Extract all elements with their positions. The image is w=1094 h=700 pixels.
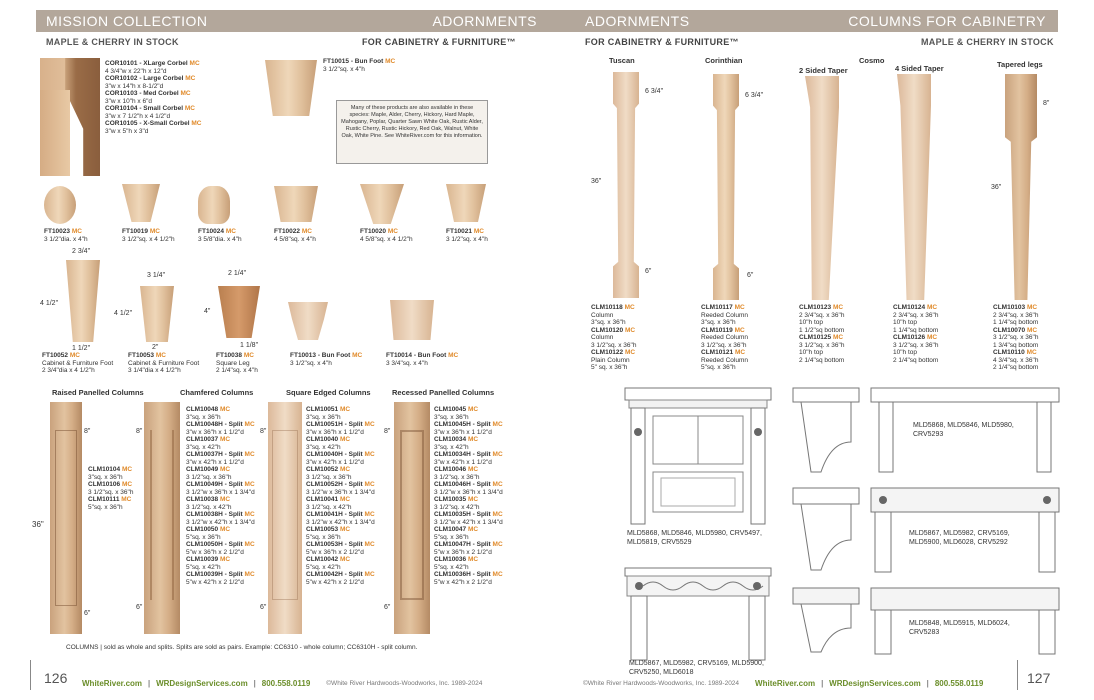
dim-label: 6" [645, 268, 652, 275]
product-spec: 3 1/2"w x 36"h x 1 3/4"d [434, 488, 503, 496]
product-spec: 3 1/2"sq. x 42"h [434, 503, 480, 511]
product-spec: 1 1/4"sq bottom [893, 326, 939, 334]
product-spec: 3"sq. x 42"h [306, 443, 341, 451]
product-code: CLM10049H - Split [186, 481, 243, 488]
product-code: CLM10034 [434, 436, 467, 443]
foot-ft10020-image [360, 184, 404, 224]
column-title-tuscan: Tuscan [609, 56, 635, 65]
tuscan-caption: CLM10118 MC Column 3"sq. x 36"h CLM10120 MC Column 3 1/2"sq. x 36"h CLM10122 MC Plain Column 5" sq. x 36"h [591, 304, 637, 371]
column-group-title: Raised Panelled Columns [52, 388, 144, 397]
dim-label: 4" [204, 308, 211, 315]
column-group-title: Chamfered Columns [180, 388, 254, 397]
footer-phone: 800.558.0119 [934, 679, 984, 688]
column-title-tapered-legs: Tapered legs [997, 60, 1043, 69]
recessed-columns-caption: CLM10045 MC 3"sq. x 36"h CLM10045H - Split MC 3"w x 36"h x 1 1/2"d CLM10034 MC 3"sq. x 42"h CLM10034H - Split MC 3"w x 42"h x 1 1/2"d CLM10046 MC 3 1/2"sq. x 36"h CLM10046H - Split MC 3 1/2"w x 36"h x 1 3/4"d CLM10035 MC 3 1/2"sq. x 42"h CLM10035H - Split MC 3 1/2"w x 42"h x 1 3/4"d CLM10047 MC 5"sq. x 36"h CLM10047H - Split MC 5"w x 36"h x 2 1/2"d CLM10036 MC 5"sq. x 42"h CLM10036H - Split MC 5"w x 42"h x 2 1/2"d [434, 406, 503, 586]
product-code: CLM10041H - Split [306, 511, 363, 518]
tapered-legs-caption: CLM10103 MC 2 3/4"sq. x 36"h 1 1/4"sq bottom CLM10070 MC 3 1/2"sq. x 36"h 1 3/4"sq bottom CLM10110 MC 4 3/4"sq. x 36"h 2 1/4"sq bottom [993, 304, 1039, 371]
product-spec: Reeded Column [701, 356, 748, 364]
product-spec: 3 1/2"w x 42"h x 1 3/4"d [434, 518, 503, 526]
product-spec: 3"w x 36"h x 1 1/2"d [434, 428, 492, 436]
mantel-label-5: MLD5848, MLD5915, MLD6024, CRV5283 [909, 620, 1019, 637]
product-spec: 3 1/2"sq. x 36"h [306, 473, 352, 481]
product-code: CLM10045 [434, 406, 467, 413]
left-header-title: MISSION COLLECTION [46, 13, 208, 29]
product-spec: 2 1/4"sq bottom [993, 364, 1039, 371]
product-code: CLM10103 [993, 304, 1026, 311]
product-code: CLM10040H - Split [306, 451, 363, 458]
dim-label: 36" [591, 178, 602, 185]
product-code: CLM10051H - Split [306, 421, 363, 428]
divider [30, 660, 31, 690]
dim-label: 6" [260, 604, 267, 611]
foot-ft10022-image [274, 186, 318, 222]
product-spec: 3"sq. x 42"h [186, 443, 221, 451]
product-code: CLM10036 [434, 556, 467, 563]
product-code: CLM10048 [186, 406, 219, 413]
right-header-section: ADORNMENTS [585, 13, 690, 29]
product-spec: 1 3/4"sq bottom [993, 341, 1039, 349]
tapered-leg-image [1005, 74, 1037, 300]
dim-label: 8" [260, 428, 267, 435]
footer-copyright: ©White River Hardwoods-Woodworks, Inc. 1989-2024 [326, 680, 483, 687]
left-header-bar [36, 10, 547, 32]
column-panel [400, 430, 424, 600]
product-code: CLM10039H - Split [186, 571, 243, 578]
column-title-cosmo: Cosmo [859, 56, 885, 65]
chamfered-columns-caption: CLM10048 MC 3"sq. x 36"h CLM10048H - Split MC 3"w x 36"h x 1 1/2"d CLM10037 MC 3"sq. x 42"h CLM10037H - Split MC 3"w x 42"h x 1 1/2"d CLM10049 MC 3 1/2"sq. x 36"h CLM10049H - Split MC 3 1/2"w x 36"h x 1 3/4"d CLM10038 MC 3 1/2"sq. x 42"h CLM10038H - Split MC 3 1/2"w x 42"h x 1 3/4"d CLM10050 MC 5"sq. x 36"h CLM10050H - Split MC 5"w x 36"h x 2 1/2"d CLM10039 MC 5"sq. x 42"h CLM10039H - Split MC 5"w x 42"h x 2 1/2"d [186, 406, 255, 586]
right-header-bar [547, 10, 1058, 32]
product-spec: 3 1/2"sq. x 36"h [993, 334, 1039, 341]
2-sided-taper-column-image [805, 76, 839, 300]
product-spec: 5"sq. x 42"h [434, 563, 469, 571]
dim-label: 2" [152, 344, 159, 351]
mantel-label-4: MLD5867, MLD5982, CRV5169, MLD5900, MLD6028, CRV5292 [909, 530, 1019, 547]
page-number-right: 127 [1027, 670, 1051, 686]
footer-phone: 800.558.0119 [261, 679, 311, 688]
product-spec: 3"sq. x 42"h [434, 443, 469, 451]
product-code: CLM10034H - Split [434, 451, 491, 458]
left-header-section: ADORNMENTS [432, 13, 537, 29]
species-note: Many of these products are also available in these species: Maple, Alder, Cherry, Hickory, Hard Maple, Mahogany, Poplar, Quarter Sawn White Oak, Rustic Alder, Rustic Cherry, Rustic Hickory, Red Oak, Walnut, White Oak, White Pine. See WhiteRiver.com for this information. [336, 100, 488, 164]
product-spec: 3"w x 42"h x 1 1/2"d [306, 458, 364, 466]
product-spec: 3 1/2"w x 36"h x 1 3/4"d [306, 488, 375, 496]
foot-ft10021-image [446, 184, 486, 222]
left-subheading-cabinetry: FOR CABINETRY & FURNITURE™ [362, 37, 516, 47]
foot-ft10023-caption: FT10023 MC 3 1/2"dia. x 4"h [44, 228, 88, 243]
columns-footnote: COLUMNS | sold as whole and splits. Splits are sold as pairs. Example: CC6310 - whole column; CC6310H - split column. [66, 644, 418, 651]
left-footer: WhiteRiver.com | WRDesignServices.com | 800.558.0119 ©White River Hardwoods-Woodworks, Inc. 1989-2024 [82, 679, 483, 688]
bun-foot-ft10015-image [265, 60, 317, 116]
footer-website-link[interactable]: WhiteRiver.com [82, 679, 143, 688]
product-code: CLM10037 [186, 436, 219, 443]
product-spec: 2 1/4"sq bottom [893, 356, 939, 364]
product-code: CLM10050 [186, 526, 219, 533]
product-code: CLM10047 [434, 526, 467, 533]
product-code: CLM10052 [306, 466, 339, 473]
product-code: CLM10124 [893, 304, 926, 311]
product-spec: 5"sq. x 36"h [186, 533, 221, 541]
dim-label: 8" [136, 428, 143, 435]
product-spec: 5"sq. x 42"h [306, 563, 341, 571]
product-code: CLM10038H - Split [186, 511, 243, 518]
4-sided-taper-caption: CLM10124 MC 2 3/4"sq. x 36"h 10"h top 1 1/4"sq bottom CLM10126 MC 3 1/2"sq. x 36"h 10"h top 2 1/4"sq bottom [893, 304, 939, 364]
product-spec: 2 3/4"sq. x 36"h [893, 311, 939, 319]
product-spec: Column [591, 334, 614, 341]
column-group-title: Square Edged Columns [286, 388, 371, 397]
divider [1017, 660, 1018, 690]
footer-website-link[interactable]: WhiteRiver.com [755, 679, 816, 688]
mantel-drawing-1 [623, 386, 773, 526]
column-title-2-sided-taper: 2 Sided Taper [799, 66, 848, 75]
corinthian-caption: CLM10117 MC Reeded Column 3"sq. x 36"h CLM10119 MC Reeded Column 3 1/2"sq. x 36"h CLM10121 MC Reeded Column 5"sq. x 36"h [701, 304, 748, 371]
product-code: CLM10036H - Split [434, 571, 491, 578]
product-spec: 3"w x 36"h x 1 1/2"d [306, 428, 364, 436]
foot-ft10013-image [288, 302, 328, 340]
product-code: CLM10052H - Split [306, 481, 363, 488]
product-code: CLM10035H - Split [434, 511, 491, 518]
product-spec: 3 1/2"w x 42"h x 1 3/4"d [186, 518, 255, 526]
product-spec: 5"w x 42"h x 2 1/2"d [306, 578, 364, 586]
product-code: CLM10046 [434, 466, 467, 473]
dim-label: 4 1/2" [40, 300, 59, 307]
product-spec: 5"w x 42"h x 2 1/2"d [186, 578, 244, 586]
foot-ft10038-image [218, 286, 260, 338]
foot-ft10019-image [122, 184, 160, 222]
foot-ft10053-caption: FT10053 MC Cabinet & Furniture Foot 3 1/4"dia x 4 1/2"h [128, 352, 200, 374]
product-code: CLM10053H - Split [306, 541, 363, 548]
column-panel [55, 430, 77, 606]
product-spec: 3 1/2"sq. x 42"h [306, 503, 352, 511]
product-spec: 2 1/4"sq bottom [799, 356, 845, 364]
product-spec: 5"sq. x 42"h [186, 563, 221, 571]
dim-label: 6" [747, 272, 754, 279]
raised-columns-caption: CLM10104 MC 3"sq. x 36"h CLM10106 MC 3 1/2"sq. x 36"h CLM10111 MC 5"sq. x 36"h [88, 466, 134, 511]
product-spec: 10"h top [893, 349, 917, 356]
product-code: CLM10123 [799, 304, 832, 311]
column-title-4-sided-taper: 4 Sided Taper [895, 64, 944, 73]
foot-ft10053-image [140, 286, 174, 342]
product-code: CLM10035 [434, 496, 467, 503]
product-code: CLM10119 [701, 326, 733, 334]
column-title-corinthian: Corinthian [705, 56, 743, 65]
column-panel [272, 430, 298, 600]
product-spec: 5"w x 36"h x 2 1/2"d [434, 548, 492, 556]
product-spec: Plain Column [591, 356, 630, 364]
dim-label: 6" [84, 610, 91, 617]
product-spec: 10"h top [799, 349, 823, 356]
product-spec: 5"w x 42"h x 2 1/2"d [434, 578, 492, 586]
product-spec: 3"sq. x 36"h [306, 413, 341, 421]
product-code: CLM10126 [893, 334, 926, 341]
left-subheading-stock: MAPLE & CHERRY IN STOCK [46, 37, 179, 47]
foot-ft10038-caption: FT10038 MC Square Leg 2 1/4"sq. x 4"h [216, 352, 258, 374]
dim-label: 6" [384, 604, 391, 611]
4-sided-taper-column-image [897, 74, 931, 300]
product-code: CLM10121 [701, 349, 734, 356]
product-spec: 2 3/4"sq. x 36"h [799, 311, 845, 319]
bun-foot-ft10015-caption: FT10015 - Bun Foot MC 3 1/2"sq. x 4"h [323, 58, 396, 73]
product-spec: 3"w x 36"h x 1 1/2"d [186, 428, 244, 436]
dim-label: 36" [32, 520, 44, 529]
right-subheading-stock: MAPLE & CHERRY IN STOCK [921, 37, 1054, 47]
product-spec: 3"w x 42"h x 1 1/2"d [186, 458, 244, 466]
right-subheading-cabinetry: FOR CABINETRY & FURNITURE™ [585, 37, 739, 47]
product-code: CLM10117 [701, 304, 733, 311]
product-spec: 3"sq. x 36"h [591, 319, 626, 326]
product-code: CLM10051 [306, 406, 339, 413]
page-number-left: 126 [44, 670, 68, 686]
dim-label: 4 1/2" [114, 310, 133, 317]
product-spec: 3"sq. x 36"h [701, 319, 736, 326]
product-code: CLM10120 [591, 326, 624, 334]
footer-design-link[interactable]: WRDesignServices.com [156, 679, 248, 688]
product-code: CLM10110 [993, 349, 1025, 356]
product-code: CLM10122 [591, 349, 624, 356]
product-code: CLM10037H - Split [186, 451, 243, 458]
product-spec: 1 1/4"sq bottom [993, 319, 1039, 326]
2-sided-taper-caption: CLM10123 MC 2 3/4"sq. x 36"h 10"h top 1 1/2"sq bottom CLM10125 MC 3 1/2"sq. x 36"h 10"h top 2 1/4"sq bottom [799, 304, 845, 364]
product-spec: 3 1/2"sq. x 36"h [799, 341, 845, 349]
dim-label: 8" [84, 428, 91, 435]
product-code: CLM10041 [306, 496, 339, 503]
dim-label: 36" [991, 184, 1002, 191]
product-spec: 3 1/2"w x 36"h x 1 3/4"d [186, 488, 255, 496]
product-spec: 10"h top [893, 319, 917, 326]
product-spec: 4 3/4"sq. x 36"h [993, 356, 1039, 364]
product-code: CLM10040 [306, 436, 339, 443]
product-code: CLM10070 [993, 326, 1026, 334]
corbel-caption: COR10101 - XLarge Corbel MC 4 3/4"w x 22"h x 12"d COR10102 - Large Corbel MC 3"w x 14"h x 8-1/2"d COR10103 - Med Corbel MC 3"w x 10"h x 6"d COR10104 - Small Corbel MC 3"w x 7 1/2"h x 4 1/2"d COR10105 - X-Small Corbel MC 3"w x 5"h x 3"d [105, 60, 202, 135]
product-spec: 3 1/2"sq. x 42"h [186, 503, 232, 511]
dim-label: 6 3/4" [745, 92, 764, 99]
dim-label: 8" [384, 428, 391, 435]
dim-label: 8" [1043, 100, 1050, 107]
product-spec: 1 1/2"sq bottom [799, 326, 845, 334]
product-code: CLM10046H - Split [434, 481, 491, 488]
product-code: CLM10118 [591, 304, 623, 311]
product-spec: Reeded Column [701, 334, 748, 341]
right-footer: ©White River Hardwoods-Woodworks, Inc. 1989-2024 WhiteRiver.com | WRDesignServices.com | 800.558.0119 [583, 679, 984, 688]
dim-label: 2 1/4" [228, 270, 247, 277]
product-code: CLM10125 [799, 334, 832, 341]
product-code: CLM10045H - Split [434, 421, 491, 428]
product-code: CLM10042H - Split [306, 571, 363, 578]
mantel-label-2: MLD5867, MLD5982, CRV5169, MLD5900, CRV5250, MLD6018 [629, 660, 764, 676]
product-spec: 3 1/2"sq. x 36"h [893, 341, 939, 349]
foot-ft10020-caption: FT10020 MC 4 5/8"sq. x 4 1/2"h [360, 228, 413, 243]
mantel-label-1: MLD5868, MLD5846, MLD5980, CRV5497, MLD5819, CRV5529 [627, 530, 762, 546]
mantel-drawing-2 [623, 566, 773, 662]
dim-label: 1 1/8" [240, 342, 259, 349]
product-spec: 3 1/2"sq. x 36"h [701, 341, 747, 349]
product-spec: 2 3/4"sq. x 36"h [993, 311, 1039, 319]
square-edged-columns-caption: CLM10051 MC 3"sq. x 36"h CLM10051H - Split MC 3"w x 36"h x 1 1/2"d CLM10040 MC 3"sq. x 42"h CLM10040H - Split MC 3"w x 42"h x 1 1/2"d CLM10052 MC 3 1/2"sq. x 36"h CLM10052H - Split MC 3 1/2"w x 36"h x 1 3/4"d CLM10041 MC 3 1/2"sq. x 42"h CLM10041H - Split MC 3 1/2"w x 42"h x 1 3/4"d CLM10053 MC 5"sq. x 36"h CLM10053H - Split MC 5"w x 36"h x 2 1/2"d CLM10042 MC 5"sq. x 42"h CLM10042H - Split MC 5"w x 42"h x 2 1/2"d [306, 406, 375, 586]
column-chamfer [150, 430, 174, 600]
product-spec: 3"sq. x 36"h [434, 413, 469, 421]
product-spec: 5" sq. x 36"h [591, 364, 628, 371]
product-spec: 5"sq. x 36"h [306, 533, 341, 541]
dim-label: 6 3/4" [645, 88, 664, 95]
product-spec: 3 1/2"w x 42"h x 1 3/4"d [306, 518, 375, 526]
product-spec: 5"w x 36"h x 2 1/2"d [306, 548, 364, 556]
mantel-label-3: MLD5868, MLD5846, MLD5980, CRV5293 [913, 422, 1023, 439]
foot-ft10014-caption: FT10014 - Bun Foot MC 3 3/4"sq. x 4"h [386, 352, 459, 367]
right-header-title: COLUMNS FOR CABINETRY [848, 13, 1046, 29]
product-spec: 3"sq. x 36"h [186, 413, 221, 421]
product-code: CLM10047H - Split [434, 541, 491, 548]
right-page [547, 0, 1094, 700]
product-code: CLM10053 [306, 526, 339, 533]
product-spec: 5"sq. x 36"h [434, 533, 469, 541]
corinthian-column-image [713, 74, 739, 300]
product-spec: 3 1/2"sq. x 36"h [591, 341, 637, 349]
product-spec: 3 1/2"sq. x 36"h [186, 473, 232, 481]
product-spec: Column [591, 311, 614, 319]
product-spec: 10"h top [799, 319, 823, 326]
product-code: CLM10039 [186, 556, 219, 563]
footer-design-link[interactable]: WRDesignServices.com [829, 679, 921, 688]
foot-ft10023-image [44, 186, 76, 224]
product-spec: 3"w x 42"h x 1 1/2"d [434, 458, 492, 466]
foot-ft10014-image [390, 300, 434, 340]
foot-ft10022-caption: FT10022 MC 4 5/8"sq. x 4"h [274, 228, 316, 243]
dim-label: 3 1/4" [147, 272, 166, 279]
column-group-title: Recessed Panelled Columns [392, 388, 495, 397]
dim-label: 1 1/2" [72, 345, 91, 352]
product-spec: Reeded Column [701, 311, 748, 319]
product-code: CLM10042 [306, 556, 339, 563]
product-code: CLM10048H - Split [186, 421, 243, 428]
corbel-body [40, 90, 70, 176]
product-code: CLM10049 [186, 466, 219, 473]
foot-ft10024-caption: FT10024 MC 3 5/8"dia. x 4"h [198, 228, 242, 243]
footer-copyright: ©White River Hardwoods-Woodworks, Inc. 1989-2024 [583, 680, 740, 687]
foot-ft10024-image [198, 186, 230, 224]
foot-ft10013-caption: FT10013 - Bun Foot MC 3 1/2"sq. x 4"h [290, 352, 363, 367]
foot-ft10052-caption: FT10052 MC Cabinet & Furniture Foot 2 3/4"dia x 4 1/2"h [42, 352, 114, 374]
foot-ft10021-caption: FT10021 MC 3 1/2"sq. x 4"h [446, 228, 488, 243]
product-spec: 5"w x 36"h x 2 1/2"d [186, 548, 244, 556]
product-spec: 5"sq. x 36"h [701, 364, 736, 371]
dim-label: 2 3/4" [72, 248, 91, 255]
foot-ft10019-caption: FT10019 MC 3 1/2"sq. x 4 1/2"h [122, 228, 175, 243]
product-spec: 3 1/2"sq. x 36"h [434, 473, 480, 481]
tuscan-column-image [613, 72, 639, 298]
foot-ft10052-image [66, 260, 100, 342]
product-code: CLM10038 [186, 496, 219, 503]
dim-label: 6" [136, 604, 143, 611]
product-code: CLM10050H - Split [186, 541, 243, 548]
